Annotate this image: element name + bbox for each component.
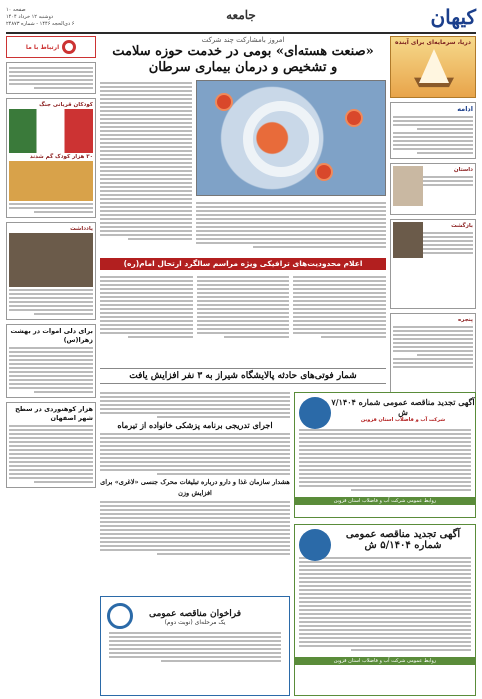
left-item-2: ۳۰ هزار کودک گم شدند [29, 154, 93, 160]
main-headline [100, 44, 386, 76]
lead-text-column [100, 80, 192, 252]
ad1-subtitle: شرکت آب و فاضلاب استان قزوین [360, 417, 446, 423]
ad1-footer: روابط عمومی شرکت آب و فاضلاب استان قزوین [295, 497, 475, 505]
left-box-2 [6, 98, 96, 218]
masthead [6, 4, 476, 34]
lower-stories [100, 390, 290, 590]
right-label-2: بازگشت [451, 223, 473, 229]
water-company-logo [299, 397, 331, 429]
traffic-notice-banner: اعلام محدودیت‌های ترافیکی ویژه مراسم سالگرد ارتحال امام(ره) [100, 258, 386, 270]
refinery-headline: شمار فوتی‌های حادثه پالایشگاه شیراز به ۳ نفر افزایش یافت [100, 368, 386, 384]
right-label-1: داستان [453, 167, 473, 173]
promo-banner[interactable] [390, 36, 476, 98]
food-drug-headline: هشدار سازمان غذا و دارو درباره تبلیغات محرک جنسی «لاغری» برای افزایش وزن [100, 478, 290, 497]
left-box-1 [6, 62, 96, 94]
right-box-title: ادامه [457, 105, 473, 113]
book-thumb [393, 222, 423, 258]
virus-icon [347, 111, 361, 125]
tender-ad-1[interactable] [294, 392, 476, 518]
left-item-3: یادداشت [70, 226, 93, 232]
flag-photo [9, 109, 93, 153]
sail-icon [419, 49, 449, 83]
contact-banner[interactable] [6, 36, 96, 58]
issue-number: ۶ ذی‌الحجه ۱۴۴۶ - شماره ۲۴۸۷۳ [6, 21, 75, 27]
family-doctor-headline: اجرای تدریجی برنامه پزشکی خانواده از تیرماه [117, 420, 273, 430]
scanner-ring [243, 101, 319, 177]
ad1-title: آگهی تجدید مناقصه عمومی شماره ۷/۱۴۰۴ ش [331, 397, 475, 417]
left-box-3 [6, 222, 96, 320]
left-column [6, 36, 96, 691]
ad3-subtitle: یک مرحله‌ای (نوبت دوم) [164, 619, 226, 626]
left-item-1: کودکان قربانی جنگ [39, 102, 93, 108]
traffic-story-columns [100, 274, 386, 366]
left-item-5: هزار کوهنوردی در سطح شهر اصفهان [15, 405, 93, 422]
mri-scanner-photo [196, 80, 386, 196]
tender-ad-2[interactable] [294, 524, 476, 696]
contact-label: ارتباط با ما [25, 43, 60, 51]
virus-icon [217, 95, 231, 109]
promo-title: دریا، سرمایه‌ای برای آینده [395, 39, 471, 46]
tender-ad-3[interactable] [100, 596, 290, 696]
water-company-logo [299, 529, 331, 561]
left-box-4 [6, 324, 96, 398]
ad3-title: فراخوان مناقصه عمومی [148, 609, 242, 619]
issue-date: دوشنبه ۱۲ خرداد ۱۴۰۴ [6, 14, 54, 20]
right-label-3: پنجره [458, 317, 473, 323]
headline-body [196, 200, 386, 256]
section-title: جامعه [226, 8, 256, 22]
date-line [6, 7, 136, 28]
headline-kicker: امروز بامشارکت چند شرکت [201, 36, 285, 44]
left-item-4: برای دلی اموات در بهشت زهرا(س) [10, 327, 93, 344]
cleric-portrait [9, 233, 93, 287]
newspaper-logo: کیهان [430, 5, 476, 29]
right-box-3 [390, 219, 476, 309]
page-number: صفحه ۱۰ [6, 7, 26, 13]
right-box-1 [390, 102, 476, 159]
ad2-footer: روابط عمومی شرکت آب و فاضلاب استان قزوین [295, 657, 475, 665]
virus-icon [317, 165, 331, 179]
brand-icon [62, 40, 76, 54]
ad2-title: آگهی تجدید مناقصه عمومی [345, 529, 461, 540]
headline-line-2: و تشخیص و درمان بیماری سرطان [148, 60, 338, 75]
water-drop-logo [107, 603, 133, 629]
portrait-thumb [393, 166, 423, 206]
ad2-title-number: شماره ۵/۱۴۰۴ ش [364, 540, 442, 551]
right-box-2 [390, 163, 476, 215]
left-box-5 [6, 402, 96, 488]
headline-line-1: «صنعت هسته‌ای» بومی در خدمت حوزه سلامت [112, 44, 374, 59]
crowd-photo [9, 161, 93, 201]
